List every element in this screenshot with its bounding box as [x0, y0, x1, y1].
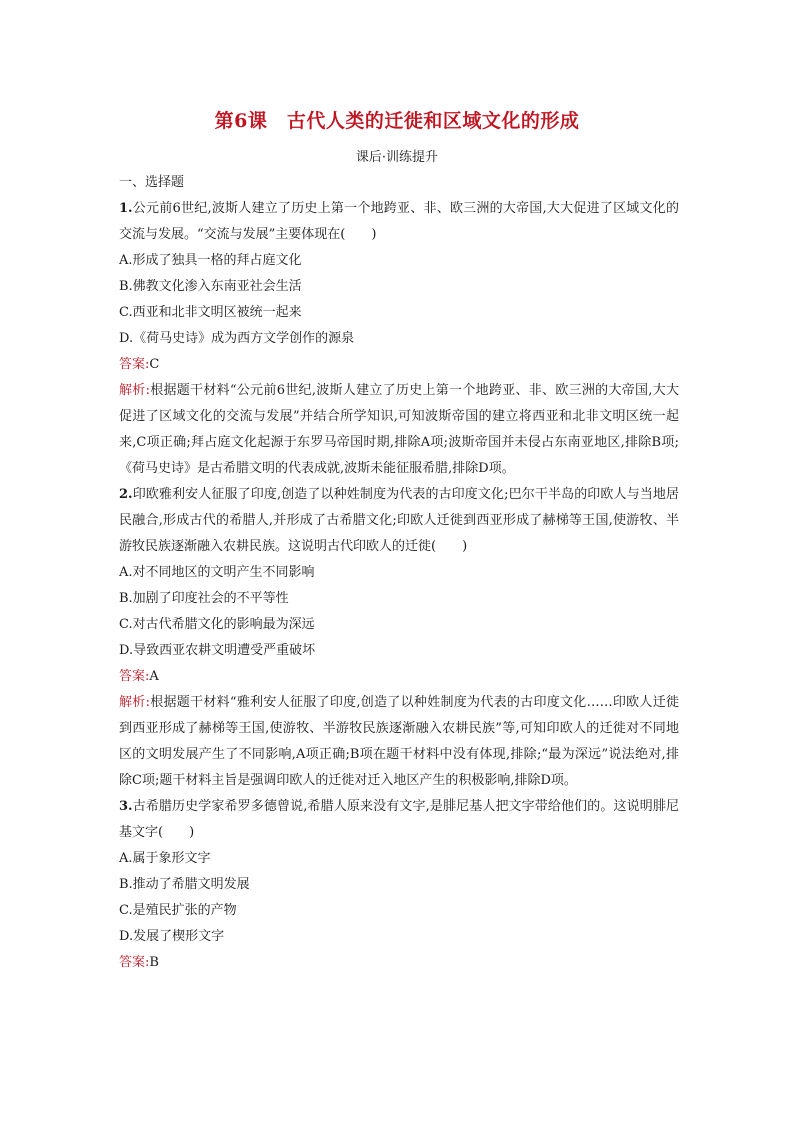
answer-value: B: [149, 955, 159, 970]
option-b: B.推动了希腊文明发展: [119, 877, 250, 892]
option-a: A.形成了独具一格的拜占庭文化: [119, 253, 302, 268]
answer-label: 答案:: [119, 669, 150, 684]
answer-line: [119, 664, 679, 690]
analysis: [119, 378, 679, 482]
analysis-label: 解析:: [119, 383, 150, 398]
option-d: D.导致西亚农耕文明遭受严重破坏: [119, 643, 316, 658]
option-d: D.《荷马史诗》成为西方文学创作的源泉: [119, 331, 355, 346]
option-c: C.西亚和北非文明区被统一起来: [119, 305, 302, 320]
lesson-subtitle: 课后·训练提升: [355, 150, 439, 165]
answer-line: [119, 950, 679, 976]
question-number: 2.: [119, 487, 133, 502]
question-3: [119, 794, 679, 846]
option-b: B.佛教文化渗入东南亚社会生活: [119, 279, 302, 294]
option-a: A.属于象形文字: [119, 851, 211, 866]
option-b: B.加剧了印度社会的不平等性: [119, 591, 289, 606]
question-stem: 古希腊历史学家希罗多德曾说,希腊人原来没有文字,是腓尼基人把文字带给他们的。这说明腓尼基文字( ): [119, 799, 679, 840]
question-number: 1.: [119, 201, 133, 216]
answer-line: [119, 352, 679, 378]
option-a: A.对不同地区的文明产生不同影响: [119, 565, 315, 580]
answer-label: 答案:: [119, 357, 150, 372]
option-d: D.发展了楔形文字: [119, 929, 225, 944]
analysis-label: 解析:: [119, 695, 150, 710]
question-stem: 公元前6世纪,波斯人建立了历史上第一个地跨亚、非、欧三洲的大帝国,大大促进了区域文化的交流与发展。“交流与发展”主要体现在( ): [119, 201, 679, 242]
answer-value: A: [149, 669, 159, 684]
analysis-text: 根据题干材料“雅利安人征服了印度,创造了以种姓制度为代表的古印度文化……印欧人迁徙到西亚形成了赫梯等王国,使游牧、半游牧民族逐渐融入农耕民族”等,可知印欧人的迁徙对不同地区的文明发展产生了不同影响,A项正确;B项在题干材料中没有体现,排除;“最为深远”说法绝对,排除C项;题干材料主旨是强调印欧人的迁徙对迁入地区产生的积极影响,排除D项。: [119, 695, 679, 788]
answer-label: 答案:: [119, 955, 150, 970]
option-c: C.对古代希腊文化的影响最为深远: [119, 617, 315, 632]
lesson-title: 第6课 古代人类的迁徙和区域文化的形成: [214, 110, 580, 132]
question-2: [119, 482, 679, 560]
analysis: [119, 690, 679, 794]
document-body: [119, 170, 679, 976]
answer-value: C: [149, 357, 160, 372]
question-number: 3.: [119, 799, 133, 814]
question-stem: 印欧雅利安人征服了印度,创造了以种姓制度为代表的古印度文化;巴尔干半岛的印欧人与当地居民融合,形成古代的希腊人,并形成了古希腊文化;印欧人迁徙到西亚形成了赫梯等王国,使游牧、半游牧民族逐渐融入农耕民族。这说明古代印欧人的迁徙( ): [119, 487, 679, 554]
analysis-text: 根据题干材料“公元前6世纪,波斯人建立了历史上第一个地跨亚、非、欧三洲的大帝国,大大促进了区域文化的交流与发展”并结合所学知识,可知波斯帝国的建立将西亚和北非文明区统一起来,C项正确;拜占庭文化起源于东罗马帝国时期,排除A项;波斯帝国并未侵占东南亚地区,排除B项;《荷马史诗》是古希腊文明的代表成就,波斯未能征服希腊,排除D项。: [119, 383, 679, 476]
question-1: [119, 196, 679, 248]
option-c: C.是殖民扩张的产物: [119, 903, 237, 918]
section-heading: 一、选择题: [119, 175, 185, 190]
